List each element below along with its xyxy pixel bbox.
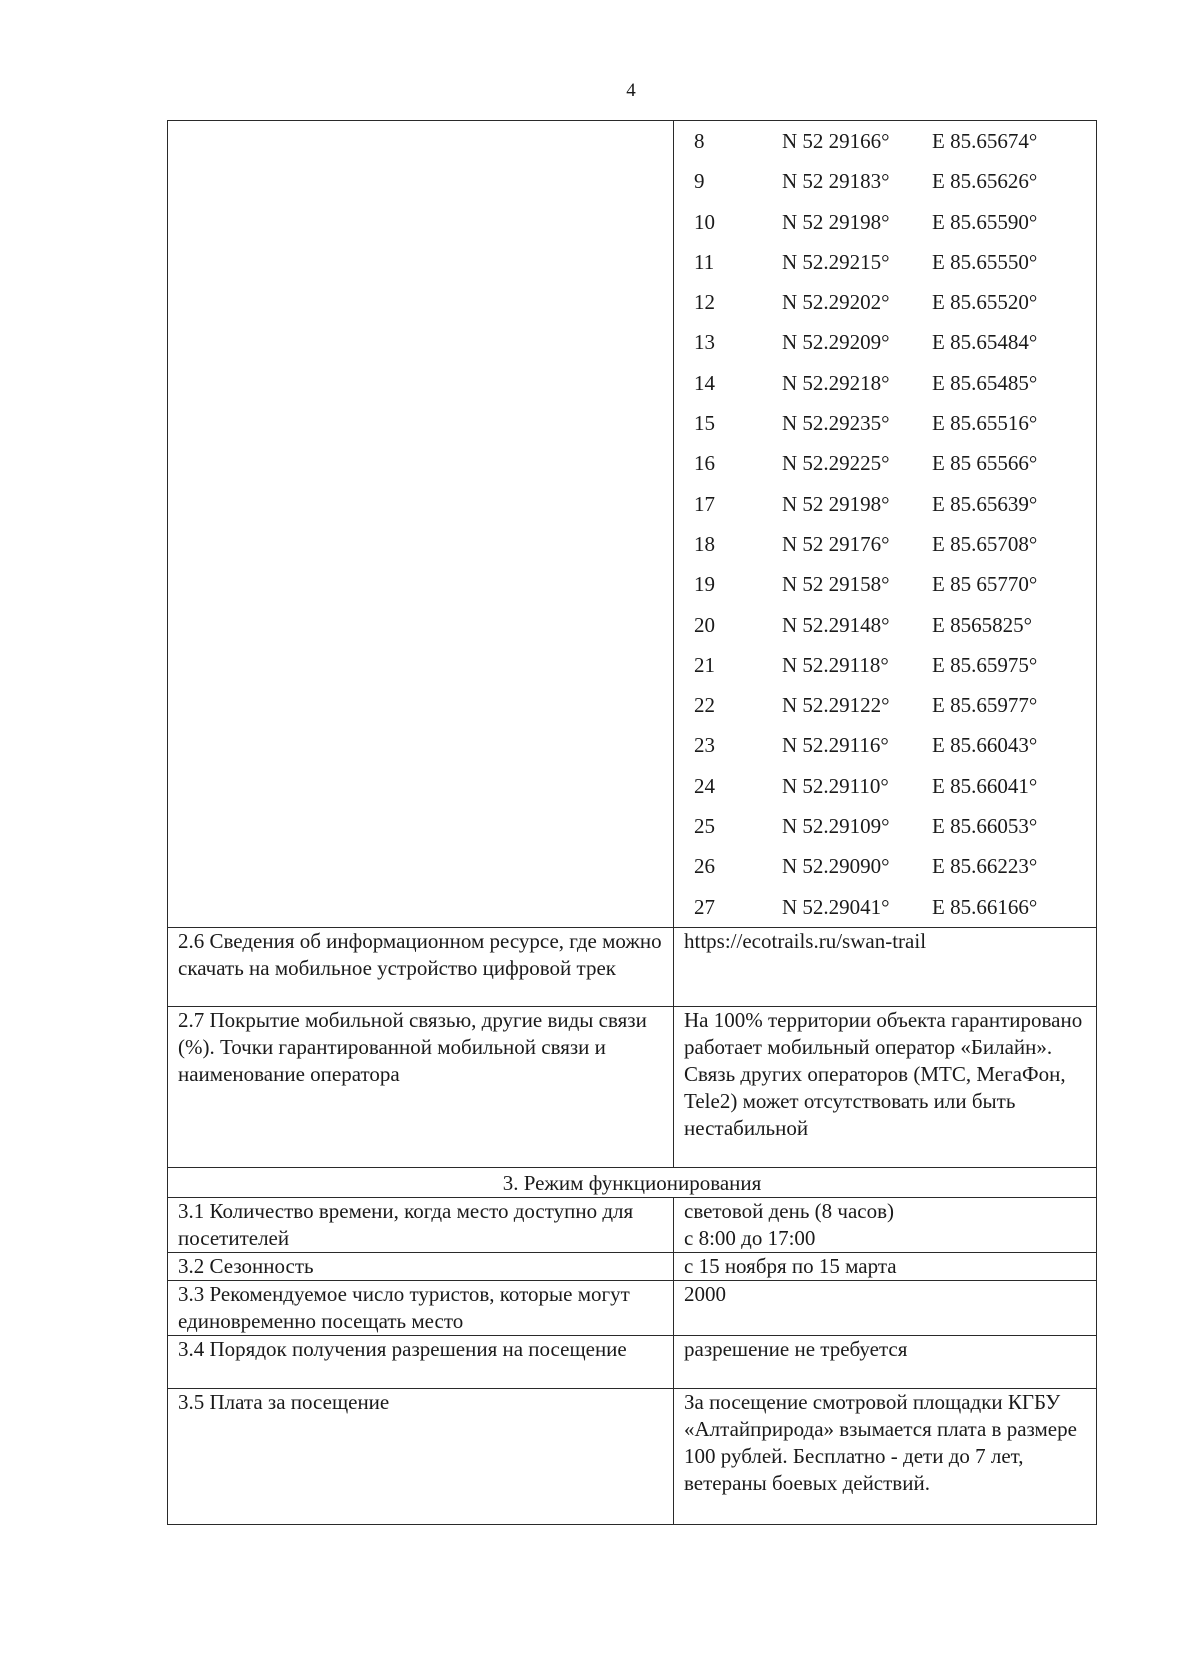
- coordinate-point-number: 14: [694, 370, 715, 395]
- coordinate-point-number: 22: [694, 693, 715, 718]
- coordinate-latitude: N 52.29209°: [782, 330, 890, 355]
- row-3-3-value: 2000: [674, 1280, 1097, 1335]
- coordinate-row: [674, 484, 1096, 524]
- coordinate-row: [674, 685, 1096, 725]
- coordinate-point-number: 26: [694, 854, 715, 879]
- coordinate-longitude: E 85.65639°: [932, 491, 1038, 516]
- digital-track-link[interactable]: https://ecotrails.ru/swan-trail: [674, 927, 1097, 1006]
- coordinate-longitude: E 85.66053°: [932, 814, 1038, 839]
- coordinate-point-number: 11: [694, 249, 715, 274]
- coordinate-row: [674, 605, 1096, 645]
- coordinate-row: [674, 242, 1096, 282]
- coordinate-row: [674, 202, 1096, 242]
- coordinate-row: [674, 363, 1096, 403]
- row-3-1-value-line-2: с 8:00 до 17:00: [684, 1225, 816, 1250]
- coordinate-point-number: 8: [694, 129, 705, 153]
- row-3-3: [168, 1280, 1097, 1335]
- coordinate-longitude: E 85.65485°: [932, 370, 1038, 395]
- row-3-5: [168, 1388, 1097, 1524]
- coordinate-latitude: N 52.29235°: [782, 411, 890, 436]
- document-table: [167, 120, 1097, 1525]
- coordinate-longitude: E 85 65566°: [932, 451, 1038, 476]
- coordinate-latitude: N 52.29225°: [782, 451, 890, 476]
- row-3-1-label: 3.1 Количество времени, когда место доступно для посетителей: [168, 1197, 674, 1252]
- coordinate-latitude: N 52.29148°: [782, 612, 890, 637]
- coordinate-longitude: E 85.65550°: [932, 249, 1038, 274]
- coordinate-longitude: E 85.65484°: [932, 330, 1038, 355]
- row-3-5-label: 3.5 Плата за посещение: [168, 1388, 674, 1524]
- coordinate-row: [674, 403, 1096, 443]
- coordinate-row: [674, 282, 1096, 322]
- section-3-title: 3. Режим функционирования: [168, 1167, 1097, 1197]
- coordinate-longitude: E 85 65770°: [932, 572, 1038, 597]
- row-3-2: [168, 1252, 1097, 1280]
- coordinate-longitude: E 85.66166°: [932, 894, 1038, 919]
- row-2-6: [168, 927, 1097, 1006]
- coordinate-point-number: 16: [694, 451, 715, 476]
- row-3-3-label: 3.3 Рекомендуемое число туристов, которые могут единовременно посещать место: [168, 1280, 674, 1335]
- coordinate-latitude: N 52.29041°: [782, 894, 890, 919]
- coordinate-longitude: E 85.66041°: [932, 773, 1038, 798]
- row-2-6-label: 2.6 Сведения об информационном ресурсе, где можно скачать на мобильное устройство цифровой трек: [168, 927, 674, 1006]
- coordinate-latitude: N 52 29198°: [782, 209, 890, 234]
- coordinate-longitude: E 85.65674°: [932, 129, 1038, 153]
- coordinate-longitude: E 85.65975°: [932, 652, 1038, 677]
- coordinate-latitude: N 52.29110°: [782, 773, 889, 798]
- coordinate-latitude: N 52.29116°: [782, 733, 889, 758]
- row-3-4-value: разрешение не требуется: [674, 1335, 1097, 1388]
- coordinate-row: [674, 766, 1096, 806]
- coordinate-row: [674, 161, 1096, 201]
- coordinate-row: [674, 645, 1096, 685]
- coordinate-point-number: 23: [694, 733, 715, 758]
- coordinates-cell: [674, 121, 1097, 928]
- coordinate-point-number: 17: [694, 491, 715, 516]
- row-3-4: [168, 1335, 1097, 1388]
- coordinate-latitude: N 52 29183°: [782, 169, 890, 194]
- section-3-header-row: [168, 1167, 1097, 1197]
- coordinate-point-number: 19: [694, 572, 715, 597]
- coordinate-latitude: N 52 29158°: [782, 572, 890, 597]
- coordinate-point-number: 27: [694, 894, 715, 919]
- row-2-7-value: На 100% территории объекта гарантировано работает мобильный оператор «Билайн». Связь других операторов (МТС, МегаФон, Tele2) может отсутствовать или быть нестабильной: [674, 1006, 1097, 1167]
- coordinate-point-number: 18: [694, 531, 715, 556]
- coordinate-longitude: E 85.66043°: [932, 733, 1038, 758]
- row-3-4-label: 3.4 Порядок получения разрешения на посещение: [168, 1335, 674, 1388]
- coordinate-row: [674, 806, 1096, 846]
- coordinate-row: [674, 846, 1096, 886]
- coordinate-longitude: E 85.66223°: [932, 854, 1038, 879]
- coordinates-left-empty-cell: [168, 121, 674, 928]
- coordinate-row: [674, 443, 1096, 483]
- coordinate-row: [674, 121, 1096, 161]
- coordinate-latitude: N 52 29166°: [782, 129, 890, 153]
- coordinate-latitude: N 52.29122°: [782, 693, 890, 718]
- coordinate-row: [674, 322, 1096, 362]
- coordinate-point-number: 25: [694, 814, 715, 839]
- coordinate-longitude: E 85.65520°: [932, 290, 1038, 315]
- coordinate-latitude: N 52 29176°: [782, 531, 890, 556]
- coordinate-point-number: 24: [694, 773, 715, 798]
- coordinate-point-number: 13: [694, 330, 715, 355]
- coordinate-longitude: E 85.65590°: [932, 209, 1038, 234]
- coordinate-latitude: N 52 29198°: [782, 491, 890, 516]
- coordinate-row: [674, 564, 1096, 604]
- coordinate-latitude: N 52.29109°: [782, 814, 890, 839]
- coordinates-row: [168, 121, 1097, 928]
- coordinate-row: [674, 887, 1096, 927]
- coordinate-latitude: N 52.29218°: [782, 370, 890, 395]
- row-2-7: [168, 1006, 1097, 1167]
- row-2-7-label: 2.7 Покрытие мобильной связью, другие виды связи (%). Точки гарантированной мобильной связи и наименование оператора: [168, 1006, 674, 1167]
- coordinate-point-number: 12: [694, 290, 715, 315]
- coordinate-row: [674, 725, 1096, 765]
- row-3-2-label: 3.2 Сезонность: [168, 1252, 674, 1280]
- coordinate-point-number: 21: [694, 652, 715, 677]
- coordinate-point-number: 9: [694, 169, 705, 194]
- row-3-1-value: [674, 1197, 1097, 1252]
- coordinates-table: [674, 121, 1096, 927]
- coordinate-row: [674, 524, 1096, 564]
- row-3-5-value: За посещение смотровой площадки КГБУ «Алтайприрода» взымается плата в размере 100 рублей. Бесплатно - дети до 7 лет, ветераны боевых действий.: [674, 1388, 1097, 1524]
- coordinate-longitude: E 85.65977°: [932, 693, 1038, 718]
- coordinate-latitude: N 52.29090°: [782, 854, 890, 879]
- coordinate-longitude: E 85.65626°: [932, 169, 1038, 194]
- coordinate-longitude: E 85.65516°: [932, 411, 1038, 436]
- coordinate-point-number: 15: [694, 411, 715, 436]
- row-3-1-value-line-1: световой день (8 часов): [684, 1198, 895, 1223]
- coordinate-longitude: E 85.65708°: [932, 531, 1038, 556]
- coordinate-latitude: N 52.29215°: [782, 249, 890, 274]
- row-3-1: [168, 1197, 1097, 1252]
- coordinate-latitude: N 52.29118°: [782, 652, 889, 677]
- row-3-2-value: с 15 ноября по 15 марта: [674, 1252, 1097, 1280]
- page-number: 4: [626, 80, 636, 101]
- coordinate-point-number: 20: [694, 612, 715, 637]
- coordinate-longitude: E 8565825°: [932, 612, 1032, 637]
- coordinate-point-number: 10: [694, 209, 715, 234]
- coordinate-latitude: N 52.29202°: [782, 290, 890, 315]
